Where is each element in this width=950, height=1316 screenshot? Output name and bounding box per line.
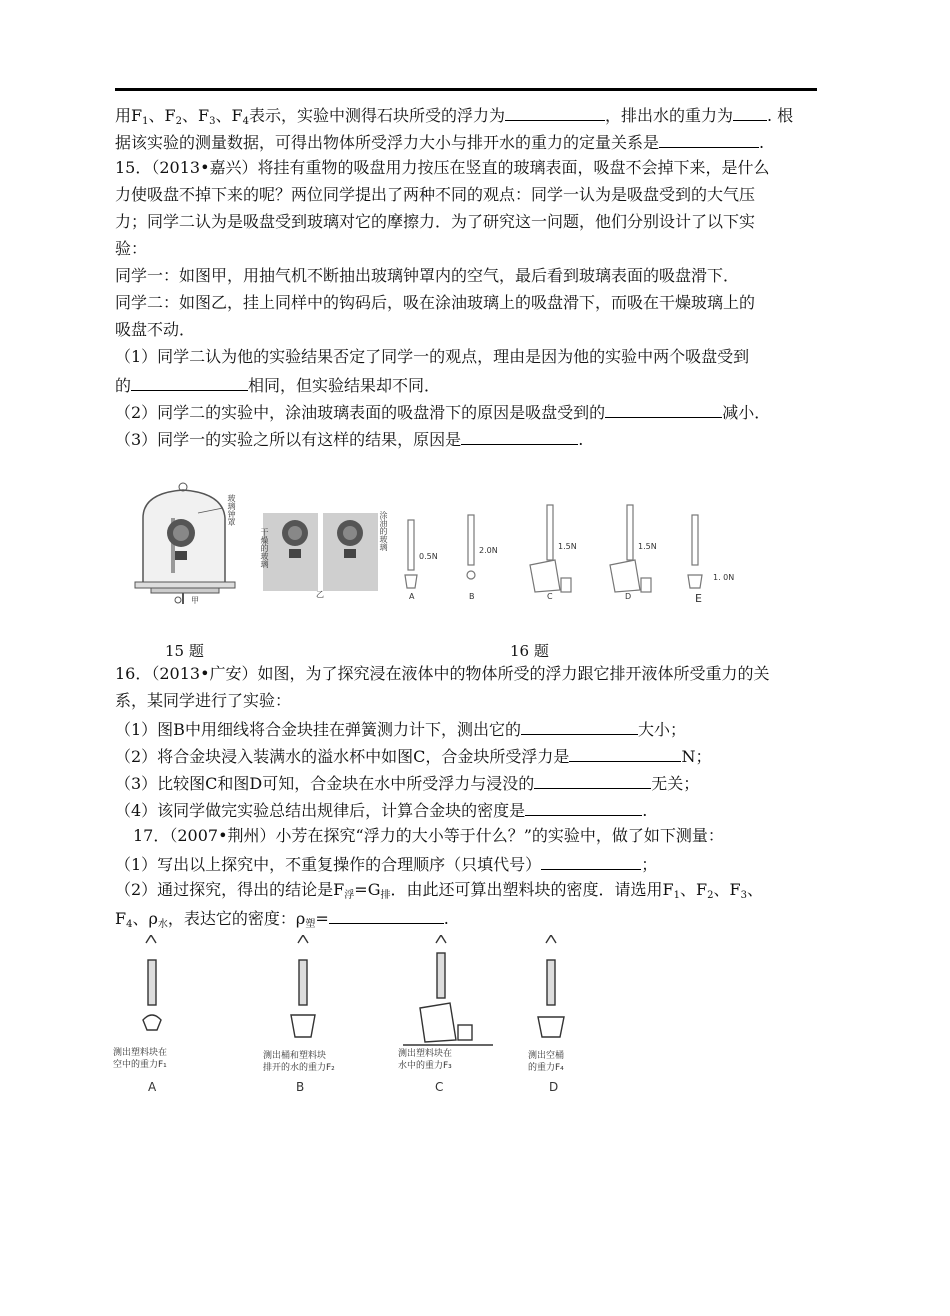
label-yi: 乙 — [316, 590, 324, 599]
q15-line: 力；同学二认为是吸盘受到玻璃对它的摩擦力．为了研究这一问题，他们分别设计了以下实 — [115, 212, 756, 231]
q17-line: （2）通过探究，得出的结论是$F_浮=G_排$．由此还可算出塑料块的密度．请选用$F_1$、$F_2$、$F_3$、 — [115, 880, 763, 901]
q16-line: （4）该同学做完实验总结出规律后，计算合金块的密度是 . — [115, 801, 648, 820]
desc-b: 测出桶和塑料块 排开的水的重力F₂ — [263, 1051, 335, 1073]
reading-a: 0.5N — [419, 552, 438, 561]
reading-c: 1.5N — [558, 542, 577, 551]
q15-line: （2）同学二的实验中，涂油玻璃表面的吸盘滑下的原因是吸盘受到的 减小． — [115, 403, 771, 422]
q17-line: $F_4$、$\rho_水$，表达它的密度：$\rho_塑=$ . — [115, 909, 449, 930]
desc-d: 测出空桶 的重力F₄ — [528, 1051, 565, 1073]
answer-blank[interactable] — [605, 401, 722, 418]
q16-line: （1）图B中用细线将合金块挂在弹簧测力计下，测出它的 大小； — [115, 720, 686, 739]
desc-c: 测出塑料块在 水中的重力F₃ — [398, 1049, 453, 1071]
answer-blank[interactable] — [534, 772, 651, 789]
label-c: C — [435, 1080, 444, 1094]
text-line-2: 据该实验的测量数据，可得出物体所受浮力大小与排开水的重力的定量关系是 . — [115, 133, 765, 152]
answer-blank[interactable] — [461, 428, 578, 445]
answer-blank[interactable] — [521, 718, 638, 735]
label-dry-glass: 干燥的玻璃 — [260, 528, 269, 568]
answer-blank[interactable] — [131, 374, 248, 391]
q15-line: 力使吸盘不掉下来的呢？两位同学提出了两种不同的观点：同学一认为是吸盘受到的大气压 — [115, 185, 756, 204]
desc-a: 测出塑料块在 空中的重力F₁ — [113, 1048, 168, 1070]
label-a: A — [148, 1080, 157, 1094]
q15-line: （1）同学二认为他的实验结果否定了同学一的观点，理由是因为他的实验中两个吸盘受到 — [115, 347, 750, 366]
q15-line: 验： — [115, 239, 148, 258]
label-d: D — [549, 1080, 559, 1094]
figure-17 — [113, 935, 593, 1095]
figure-17-drawing — [113, 935, 593, 1055]
q16-line: （2）将合金块浸入装满水的溢水杯中如图C，合金块所受浮力是 N； — [115, 747, 712, 766]
answer-blank[interactable] — [659, 131, 759, 148]
label-e: E — [695, 592, 702, 605]
label-b: B — [296, 1080, 305, 1094]
q17-line: 17．（2007•荆州）小芳在探究“浮力的大小等于什么？”的实验中，做了如下测量： — [133, 826, 724, 845]
label-c: C — [547, 592, 553, 601]
answer-blank[interactable] — [329, 907, 444, 924]
reading-d: 1.5N — [638, 542, 657, 551]
answer-blank[interactable] — [733, 104, 767, 121]
top-rule — [115, 88, 817, 91]
label-oily-glass: 涂油的玻璃 — [379, 511, 388, 551]
q15-line: 的 相同，但实验结果却不同． — [115, 376, 441, 395]
label-d: D — [625, 592, 632, 601]
label-a: A — [409, 592, 415, 601]
answer-blank[interactable] — [505, 104, 605, 121]
q15-line: 15．（2013•嘉兴）将挂有重物的吸盘用力按压在竖直的玻璃表面，吸盘不会掉下来，是什么 — [115, 158, 770, 177]
q16-line: （3）比较图C和图D可知，合金块在水中所受浮力与浸没的 无关； — [115, 774, 700, 793]
q15-line: （3）同学一的实验之所以有这样的结果，原因是 . — [115, 430, 584, 449]
figure-15 — [133, 478, 393, 608]
caption-15: 15 题 — [165, 642, 204, 660]
label-b: B — [469, 592, 475, 601]
caption-16: 16 题 — [510, 642, 549, 660]
q16-line: 16．（2013•广安）如图，为了探究浸在液体中的物体所受的浮力跟它排开液体所受重力的关 — [115, 664, 770, 683]
answer-blank[interactable] — [569, 745, 681, 762]
q16-line: 系，某同学进行了实验： — [115, 691, 292, 710]
reading-b: 2.0N — [479, 546, 498, 555]
q15-line: 吸盘不动． — [115, 320, 196, 339]
answer-blank[interactable] — [525, 799, 642, 816]
label-glass-bell: 玻璃钟罩 — [227, 494, 236, 526]
q15-line: 同学二：如图乙，挂上同样中的钩码后，吸在涂油玻璃上的吸盘滑下，而吸在干燥玻璃上的 — [115, 293, 756, 312]
answer-blank[interactable] — [541, 853, 641, 870]
q15-line: 同学一：如图甲，用抽气机不断抽出玻璃钟罩内的空气，最后看到玻璃表面的吸盘滑下． — [115, 266, 740, 285]
reading-e: 1. 0N — [713, 573, 735, 582]
figure-16 — [395, 480, 755, 610]
label-jia: 甲 — [191, 596, 199, 605]
q17-line: （1）写出以上探究中，不重复操作的合理顺序（只填代号） ； — [115, 855, 658, 874]
text-line-1: 用$F_1$、$F_2$、$F_3$、$F_4$表示，实验中测得石块所受的浮力为 ，排出水的重力为 . 根 — [115, 106, 794, 127]
